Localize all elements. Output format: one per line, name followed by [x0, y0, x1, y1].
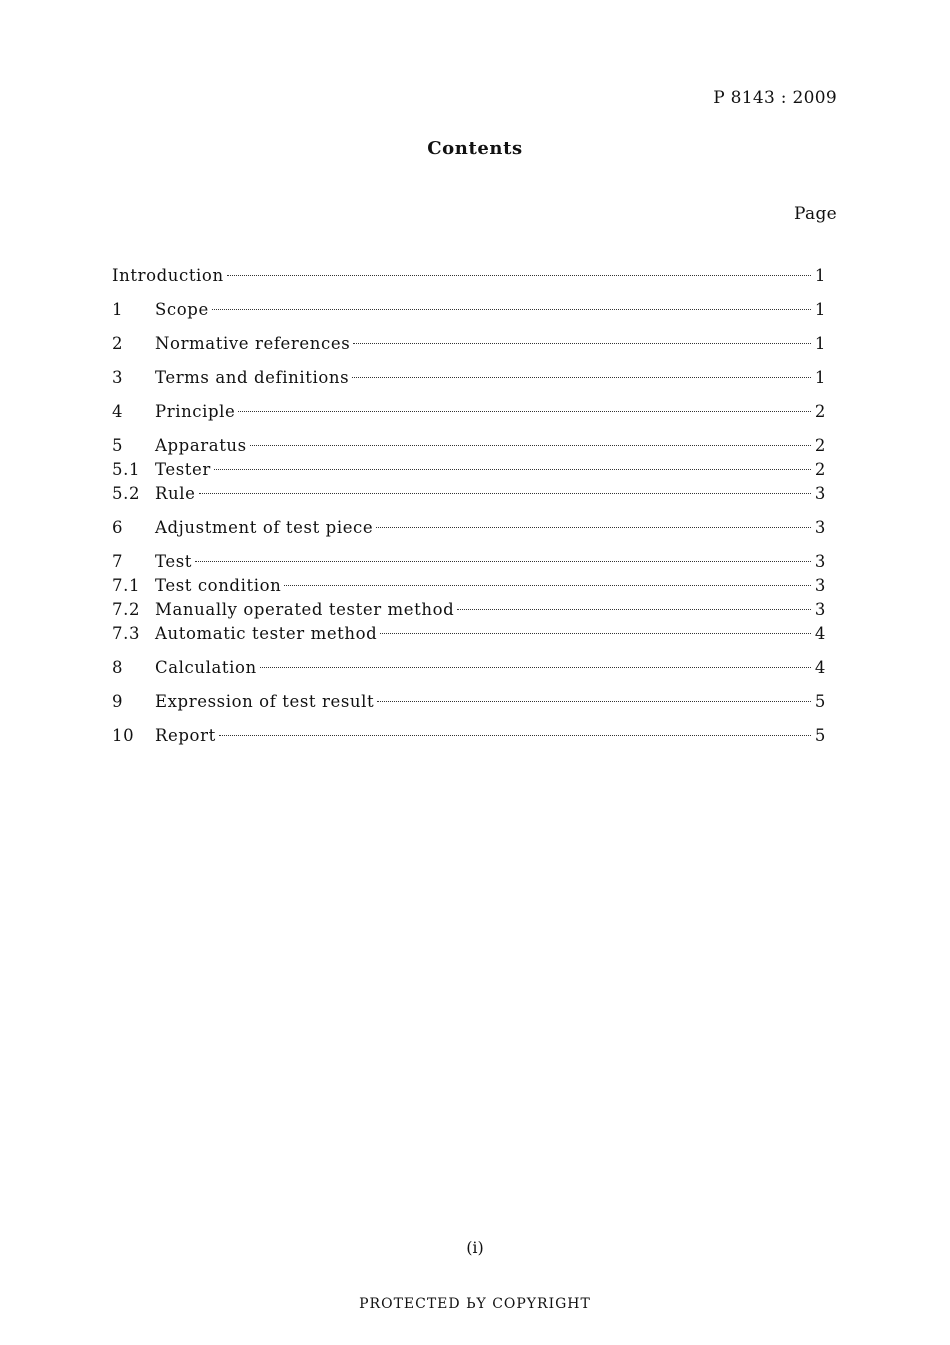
toc-entry-page: 1	[814, 368, 826, 387]
toc-entry-page: 5	[814, 692, 826, 711]
toc-entry[interactable]	[112, 726, 826, 750]
toc-entry-number: 5.1	[112, 460, 141, 479]
toc-leader-dots	[377, 701, 811, 702]
toc-leader-dots	[380, 633, 811, 634]
toc-entry-number: 5.2	[112, 484, 141, 503]
toc-entry-number: 7.1	[112, 576, 141, 595]
toc-leader-dots	[238, 411, 811, 412]
toc-leader-dots	[457, 609, 811, 610]
toc-leader-dots	[352, 377, 811, 378]
toc-entry-number: 3	[112, 368, 124, 387]
toc-entry[interactable]	[112, 692, 826, 716]
toc-entry-number: 10	[112, 726, 135, 745]
toc-entry-number: 8	[112, 658, 124, 677]
toc-leader-dots	[219, 735, 811, 736]
standard-number: P 8143 : 2009	[713, 88, 837, 108]
toc-entry[interactable]	[112, 484, 826, 508]
toc-entry-number: 7	[112, 552, 124, 571]
toc-entry[interactable]	[112, 658, 826, 682]
toc-leader-dots	[353, 343, 811, 344]
toc-entry-title: Calculation	[155, 658, 257, 677]
toc-leader-dots	[376, 527, 811, 528]
toc-entry-title: Rule	[155, 484, 196, 503]
toc-entry-title: Principle	[155, 402, 236, 421]
toc-entry-number: 4	[112, 402, 124, 421]
copyright-notice: PROTECTED ЬY COPYRIGHT	[359, 1296, 591, 1312]
toc-entry[interactable]	[112, 460, 826, 484]
toc-entry-title: Test	[155, 552, 192, 571]
toc-leader-dots	[284, 585, 811, 586]
table-of-contents	[112, 266, 826, 750]
toc-leader-dots	[199, 493, 812, 494]
toc-entry-title: Test condition	[155, 576, 282, 595]
toc-entry-page: 2	[814, 460, 826, 479]
toc-entry-page: 3	[814, 552, 826, 571]
toc-entry-title: Adjustment of test piece	[155, 518, 374, 537]
toc-entry-number: 6	[112, 518, 124, 537]
page-column-heading: Page	[794, 204, 837, 224]
page-folio: (i)	[466, 1238, 484, 1257]
toc-entry-page: 3	[814, 484, 826, 503]
toc-entry-title: Tester	[155, 460, 211, 479]
toc-entry-title: Normative references	[155, 334, 351, 353]
toc-entry-page: 1	[814, 266, 826, 285]
toc-entry[interactable]	[112, 368, 826, 392]
toc-entry-page: 2	[814, 436, 826, 455]
toc-entry-title: Manually operated tester method	[155, 600, 455, 619]
toc-entry[interactable]	[112, 518, 826, 542]
toc-entry-title: Expression of test result	[155, 692, 375, 711]
toc-entry-number: 5	[112, 436, 124, 455]
toc-entry[interactable]	[112, 266, 826, 290]
toc-entry[interactable]	[112, 402, 826, 426]
toc-entry-number: 7.3	[112, 624, 141, 643]
toc-entry-page: 3	[814, 518, 826, 537]
toc-entry-title: Report	[155, 726, 216, 745]
toc-entry[interactable]	[112, 552, 826, 576]
toc-entry[interactable]	[112, 576, 826, 600]
toc-entry[interactable]	[112, 334, 826, 358]
toc-entry[interactable]	[112, 300, 826, 324]
toc-leader-dots	[227, 275, 811, 276]
toc-entry-page: 2	[814, 402, 826, 421]
toc-entry-title: Terms and definitions	[155, 368, 350, 387]
toc-entry-page: 4	[814, 658, 826, 677]
toc-entry-number: 2	[112, 334, 124, 353]
toc-leader-dots	[195, 561, 811, 562]
toc-entry-number: 9	[112, 692, 124, 711]
page-title: Contents	[427, 138, 523, 159]
toc-entry-page: 3	[814, 576, 826, 595]
toc-entry-title: Automatic tester method	[155, 624, 378, 643]
toc-leader-dots	[214, 469, 811, 470]
toc-leader-dots	[250, 445, 811, 446]
toc-leader-dots	[260, 667, 811, 668]
toc-entry-page: 1	[814, 334, 826, 353]
toc-entry-title: Introduction	[112, 266, 224, 285]
toc-entry-title: Apparatus	[155, 436, 247, 455]
toc-entry[interactable]	[112, 600, 826, 624]
toc-entry[interactable]	[112, 436, 826, 460]
toc-entry-page: 3	[814, 600, 826, 619]
toc-entry-title: Scope	[155, 300, 209, 319]
toc-entry-page: 1	[814, 300, 826, 319]
toc-entry-page: 5	[814, 726, 826, 745]
toc-entry[interactable]	[112, 624, 826, 648]
toc-entry-number: 7.2	[112, 600, 141, 619]
toc-entry-number: 1	[112, 300, 124, 319]
toc-entry-page: 4	[814, 624, 826, 643]
toc-leader-dots	[212, 309, 811, 310]
